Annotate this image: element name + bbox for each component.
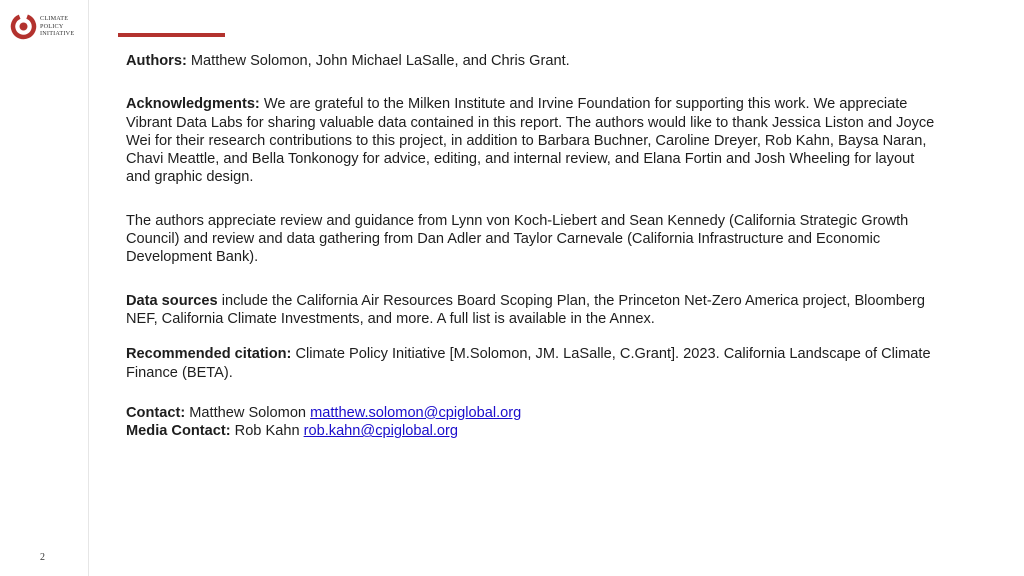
logo-text bbox=[40, 15, 74, 37]
authors-label: Authors: bbox=[126, 53, 187, 69]
acknowledgments-paragraph bbox=[126, 95, 936, 186]
accent-bar bbox=[118, 33, 225, 37]
logo-line-3: INITIATIVE bbox=[40, 30, 75, 38]
citation-label: Recommended citation: bbox=[126, 346, 292, 363]
cpi-logo bbox=[10, 13, 74, 40]
contact-label: Contact: bbox=[126, 404, 186, 421]
logo-line-2: POLICY bbox=[40, 22, 64, 30]
contact-line bbox=[126, 404, 936, 422]
citation-paragraph bbox=[126, 345, 936, 382]
page-number: 2 bbox=[40, 552, 45, 563]
logo-line-1: CLIMATE bbox=[40, 15, 69, 23]
media-contact-email-link[interactable]: rob.kahn@cpiglobal.org bbox=[303, 423, 458, 440]
media-contact-label: Media Contact: bbox=[126, 423, 231, 440]
cpi-logo-icon bbox=[10, 13, 37, 40]
sidebar bbox=[0, 0, 89, 576]
media-contact-line bbox=[126, 422, 936, 440]
acknowledgments-text: We are grateful to the Milken Institute and Irvine Foundation for supporting this work. We appreciate Vibrant Data Labs for sharing valuable data contained in this report. The authors would like to thank Jessica Liston and Joyce Wei for their research contributions to this project, in addition to Barbara Buchner, Caroline Dreyer, Rob Kahn, Baysa Naran, Chavi Meattle, and Bella Tonkonogy for advice, editing, and internal review, and Elana Fortin and Josh Wheeling for layout and graphic design. bbox=[126, 96, 935, 186]
media-contact-name: Rob Kahn bbox=[230, 423, 304, 440]
data-sources-paragraph bbox=[126, 292, 936, 329]
citation-text: Climate Policy Initiative [M.Solomon, JM. LaSalle, C.Grant]. 2023. California Landscape of Climate Finance (BETA). bbox=[126, 346, 931, 381]
contact-name: Matthew Solomon bbox=[185, 404, 311, 421]
acknowledgments-label: Acknowledgments: bbox=[126, 96, 260, 113]
authors-text: Matthew Solomon, John Michael LaSalle, and Chris Grant. bbox=[186, 53, 570, 69]
appreciation-paragraph: The authors appreciate review and guidance from Lynn von Koch-Liebert and Sean Kennedy (California Strategic Growth Council) and review and data gathering from Dan Adler and Taylor Carnevale (California Infrastructure and Economic Development Bank). bbox=[126, 212, 909, 266]
authors-paragraph bbox=[126, 52, 936, 70]
contact-email-link[interactable]: matthew.solomon@cpiglobal.org bbox=[310, 404, 522, 421]
data-sources-label: Data sources bbox=[126, 292, 218, 309]
document-body bbox=[126, 52, 936, 440]
data-sources-text: include the California Air Resources Board Scoping Plan, the Princeton Net-Zero America project, Bloomberg NEF, California Climate Investments, and more. A full list is available in the Annex. bbox=[126, 292, 926, 327]
